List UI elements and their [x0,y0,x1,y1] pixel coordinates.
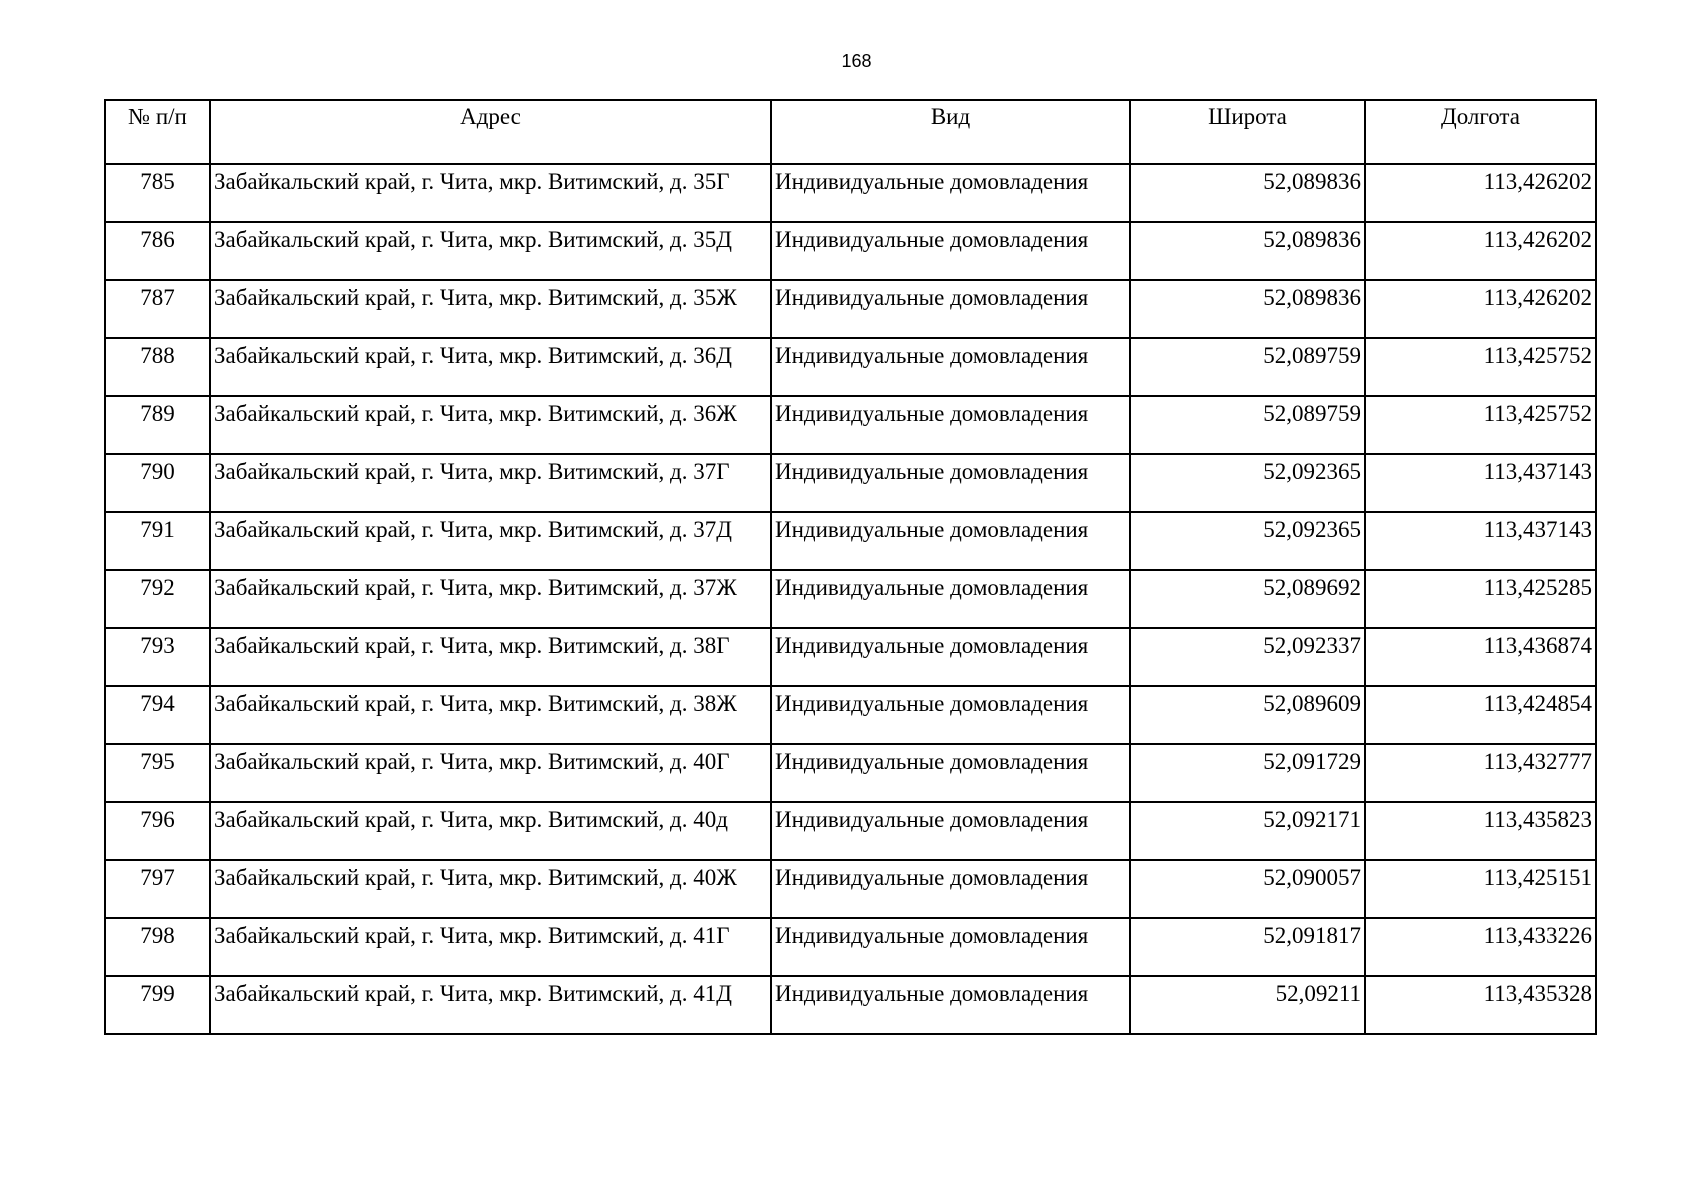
cell-num: 799 [105,976,210,1034]
cell-address: Забайкальский край, г. Чита, мкр. Витимский, д. 38Г [210,628,771,686]
cell-kind: Индивидуальные домовладения [771,628,1130,686]
cell-address: Забайкальский край, г. Чита, мкр. Витимский, д. 35Ж [210,280,771,338]
page-number: 168 [841,51,872,71]
cell-address: Забайкальский край, г. Чита, мкр. Витимский, д. 36Ж [210,396,771,454]
cell-num: 796 [105,802,210,860]
cell-latitude: 52,091817 [1130,918,1365,976]
table-row [105,454,1596,512]
table-row [105,802,1596,860]
address-table [104,99,1597,1035]
cell-kind: Индивидуальные домовладения [771,686,1130,744]
cell-address: Забайкальский край, г. Чита, мкр. Витимский, д. 37Г [210,454,771,512]
cell-latitude: 52,089836 [1130,164,1365,222]
cell-address: Забайкальский край, г. Чита, мкр. Витимский, д. 40Ж [210,860,771,918]
cell-num: 789 [105,396,210,454]
cell-longitude: 113,425752 [1365,338,1596,396]
cell-latitude: 52,090057 [1130,860,1365,918]
cell-longitude: 113,425151 [1365,860,1596,918]
cell-address: Забайкальский край, г. Чита, мкр. Витимский, д. 41Г [210,918,771,976]
table-row [105,570,1596,628]
header-kind: Вид [771,100,1130,164]
table-row [105,280,1596,338]
cell-address: Забайкальский край, г. Чита, мкр. Витимский, д. 40д [210,802,771,860]
cell-latitude: 52,091729 [1130,744,1365,802]
cell-num: 794 [105,686,210,744]
cell-num: 786 [105,222,210,280]
cell-address: Забайкальский край, г. Чита, мкр. Витимский, д. 40Г [210,744,771,802]
cell-address: Забайкальский край, г. Чита, мкр. Витимский, д. 41Д [210,976,771,1034]
cell-longitude: 113,426202 [1365,280,1596,338]
table-row [105,860,1596,918]
cell-num: 790 [105,454,210,512]
header-num: № п/п [105,100,210,164]
cell-longitude: 113,426202 [1365,164,1596,222]
table-row [105,686,1596,744]
table-body [105,164,1596,1034]
cell-latitude: 52,089759 [1130,338,1365,396]
cell-address: Забайкальский край, г. Чита, мкр. Витимский, д. 37Ж [210,570,771,628]
cell-latitude: 52,09211 [1130,976,1365,1034]
table-row [105,222,1596,280]
cell-address: Забайкальский край, г. Чита, мкр. Витимский, д. 38Ж [210,686,771,744]
cell-latitude: 52,089759 [1130,396,1365,454]
cell-latitude: 52,089692 [1130,570,1365,628]
cell-latitude: 52,092171 [1130,802,1365,860]
cell-num: 785 [105,164,210,222]
cell-latitude: 52,092365 [1130,512,1365,570]
cell-latitude: 52,089836 [1130,222,1365,280]
table-row [105,918,1596,976]
header-longitude: Долгота [1365,100,1596,164]
cell-longitude: 113,433226 [1365,918,1596,976]
cell-kind: Индивидуальные домовладения [771,164,1130,222]
cell-kind: Индивидуальные домовладения [771,338,1130,396]
cell-longitude: 113,426202 [1365,222,1596,280]
cell-num: 791 [105,512,210,570]
cell-kind: Индивидуальные домовладения [771,802,1130,860]
cell-latitude: 52,089836 [1130,280,1365,338]
cell-address: Забайкальский край, г. Чита, мкр. Витимский, д. 35Д [210,222,771,280]
cell-num: 798 [105,918,210,976]
cell-longitude: 113,425285 [1365,570,1596,628]
header-latitude: Широта [1130,100,1365,164]
cell-address: Забайкальский край, г. Чита, мкр. Витимский, д. 35Г [210,164,771,222]
table-row [105,976,1596,1034]
cell-longitude: 113,437143 [1365,512,1596,570]
table-row [105,396,1596,454]
cell-num: 793 [105,628,210,686]
cell-num: 787 [105,280,210,338]
table-row [105,744,1596,802]
cell-longitude: 113,435823 [1365,802,1596,860]
cell-num: 792 [105,570,210,628]
cell-num: 788 [105,338,210,396]
cell-longitude: 113,435328 [1365,976,1596,1034]
cell-kind: Индивидуальные домовладения [771,454,1130,512]
cell-kind: Индивидуальные домовладения [771,744,1130,802]
cell-latitude: 52,089609 [1130,686,1365,744]
table-row [105,512,1596,570]
cell-kind: Индивидуальные домовладения [771,976,1130,1034]
cell-latitude: 52,092365 [1130,454,1365,512]
cell-kind: Индивидуальные домовладения [771,918,1130,976]
cell-longitude: 113,436874 [1365,628,1596,686]
cell-longitude: 113,432777 [1365,744,1596,802]
table-header [105,100,1596,164]
cell-kind: Индивидуальные домовладения [771,396,1130,454]
cell-kind: Индивидуальные домовладения [771,222,1130,280]
table-row [105,628,1596,686]
cell-num: 797 [105,860,210,918]
table-row [105,338,1596,396]
header-address: Адрес [210,100,771,164]
cell-num: 795 [105,744,210,802]
cell-kind: Индивидуальные домовладения [771,860,1130,918]
table-row [105,164,1596,222]
cell-address: Забайкальский край, г. Чита, мкр. Витимский, д. 36Д [210,338,771,396]
cell-kind: Индивидуальные домовладения [771,570,1130,628]
cell-kind: Индивидуальные домовладения [771,512,1130,570]
cell-address: Забайкальский край, г. Чита, мкр. Витимский, д. 37Д [210,512,771,570]
cell-longitude: 113,424854 [1365,686,1596,744]
cell-longitude: 113,425752 [1365,396,1596,454]
cell-latitude: 52,092337 [1130,628,1365,686]
cell-kind: Индивидуальные домовладения [771,280,1130,338]
cell-longitude: 113,437143 [1365,454,1596,512]
header-row [105,100,1596,164]
